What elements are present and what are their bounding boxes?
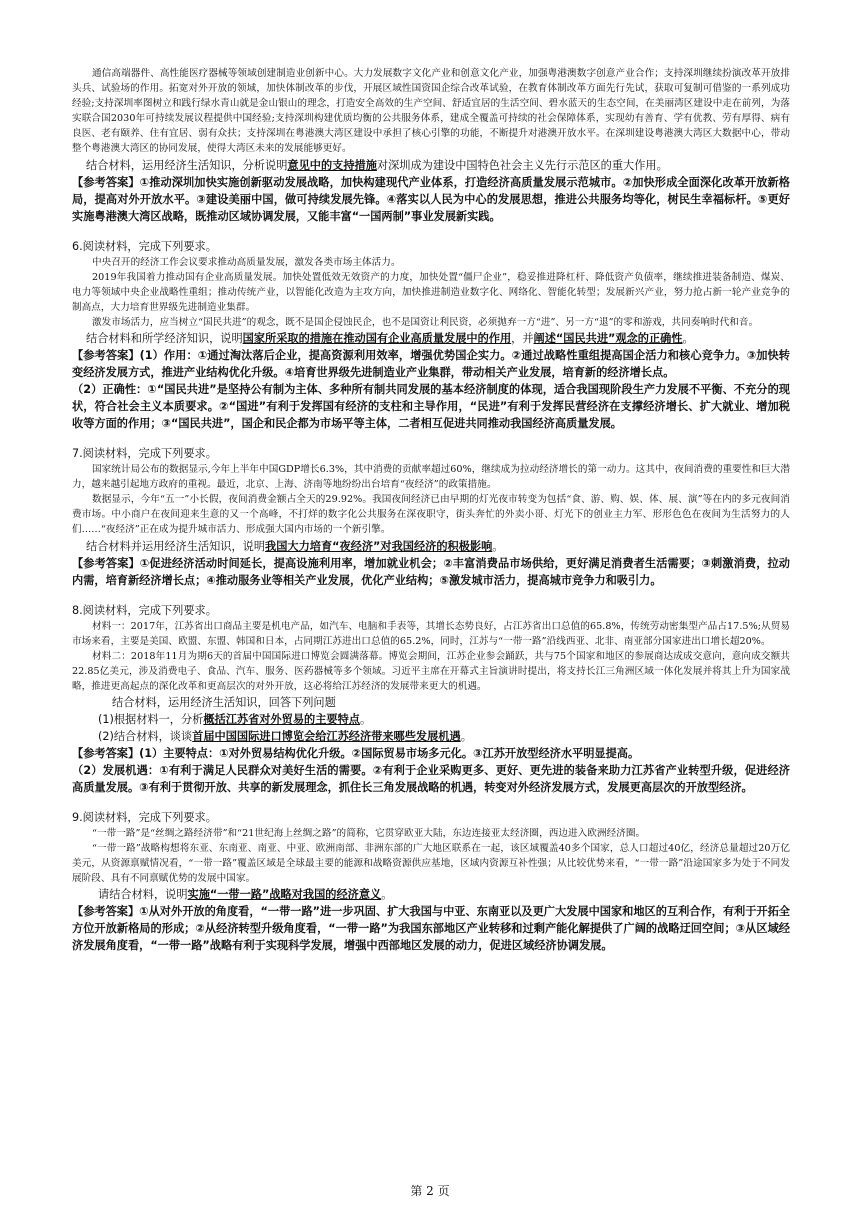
prompt-emphasis: 概括江苏省对外贸易的主要特点 — [203, 712, 360, 726]
prompt-text: 结合材料，运用经济生活知识，分析说明 — [86, 158, 288, 172]
reference-answer: 【参考答案】①促进经济活动时间延长，提高设施利用率，增加就业机会；②丰富消费品市场供给，更好满足消费者生活需要；③刺激消费，拉动内需，培育新经济增长点；④推动服务业等相关产业发展，优化产业结构；⑤激发城市活力，提高城市竞争力和吸引力。 — [72, 556, 790, 587]
material-paragraph: 材料一：2017年，江苏省出口商品主要是机电产品，如汽车、电脑和手表等，其增长态势良好，占江苏省出口总值的65.8%，传统劳动密集型产品占17.5%;从贸易市场来看，主要是美国、欧盟、东盟、韩国和日本，占同期江苏进出口总值的65.2%，同时，江苏与“一带一路”沿线西亚、北非、南亚部分国家进出口增长超20%。 — [72, 620, 790, 647]
prompt-text: 。 — [460, 729, 472, 743]
prompt-emphasis: 首届中国国际进口博览会给江苏经济带来哪些发展机遇 — [192, 729, 461, 743]
material-paragraph: 国家统计局公布的数据显示,今年上半年中国GDP增长6.3%，其中消费的贡献率超过60%，继续成为拉动经济增长的第一动力。这其中，夜间消费的重要性和巨大潜力，越来越引起地方政府的重视。最近，北京、上海、济南等地纷纷出台培育“夜经济”的政策措施。 — [72, 464, 790, 491]
material-paragraph: “一带一路”战略构想将东亚、东南亚、南亚、中亚、欧洲南部、非洲东部的广大地区联系在一起，该区域覆盖40多个国家，总人口超过40亿，经济总量超过20万亿美元，从资源禀赋情况看，“一带一路”覆盖区域是全球最主要的能源和战略资源供应基地，区域内资源互补性强；从比较优势来看，“一带一路”沿途国家多为处于不同发展阶段、具有不同禀赋优势的发展中国家。 — [72, 843, 790, 885]
question-6-title: 6.阅读材料，完成下列要求。 — [72, 239, 217, 253]
prompt-text: 。 — [360, 712, 372, 726]
prompt-text: 结合材料和所学经济知识，说明 — [86, 332, 243, 346]
reference-answer: （2）正确性：①“国民共进”是坚持公有制为主体、多种所有制共同发展的基本经济制度的体现，适合我国现阶段生产力发展不平衡、不充分的现状，符合社会主义本质要求。②“国进”有利于发挥国有经济的支柱和主导作用，“民进”有利于发挥民营经济在支撑经济增长、扩大就业、增加税收等方面的作用；③“国民共进”，国企和民企都为市场平等主体，二者相互促进共同推动我国经济高质量发展。 — [72, 383, 790, 431]
question-8-title: 8.阅读材料，完成下列要求。 — [72, 603, 217, 617]
prompt-text: (1)根据材料一，分析 — [98, 712, 204, 726]
reference-answer: 【参考答案】(1）作用：①通过淘汰落后企业，提高资源利用效率，增强优势国企实力。②通过战略性重组提高国企活力和核心竞争力。③加快转变经济发展方式，推进产业结构优化升级。④培育世界级先进制造业产业集群，带动相关产业发展，培育新的经济增长点。 — [72, 349, 790, 380]
material-paragraph: 激发市场活力，应当树立“国民共进”的观念，既不是国企侵蚀民企，也不是国资让利民资，必须抛弃一方“进”、另一方“退”的零和游戏，共同奏响时代和音。 — [92, 316, 759, 328]
material-paragraph: 2019年我国着力推动国有企业高质量发展。加快处置低效无效资产的力度，加快处置“僵尸企业”，稳妥推进降杠杆、降低资产负债率，继续推进装备制造、煤炭、电力等领域中央企业战略性重组；推动传统产业，以智能化改造为主攻方向，加快推进制造业数字化、网络化、智能化转型；发展新兴产业，努力抢占新一轮产业竞争的制高点，大力培育世界级先进制造业集群。 — [72, 271, 790, 313]
prompt-text: 。 — [492, 539, 504, 553]
prompt-text: ，并 — [511, 332, 534, 346]
prompt-emphasis: 实施“一带一路”战略对我国的经济意义 — [187, 888, 382, 902]
document-page — [72, 66, 790, 954]
question-prompt — [72, 711, 790, 728]
reference-answer: （2）发展机遇：①有利于满足人民群众对美好生活的需要。②有利于企业采购更多、更好、更先进的装备来助力江苏省产业转型升级，促进经济高质量发展。③有利于贯彻开放、共享的新发展理念，抓住长三角发展战略的机遇，转变对外经济发展方式，发展更高层次的开放型经济。 — [72, 763, 790, 794]
material-paragraph: 中央召开的经济工作会议要求推动高质量发展，激发各类市场主体活力。 — [92, 256, 401, 268]
prompt-emphasis: 阐述“国民共进”观念的正确性 — [533, 332, 683, 346]
material-paragraph: “一带一路”是“丝绸之路经济带”和“21世纪海上丝绸之路”的简称，它贯穿欧亚大陆，东边连接亚太经济圈，西边进入欧洲经济圈。 — [92, 827, 646, 839]
material-paragraph: 通信高端器件、高性能医疗器械等领域创建制造业创新中心。大力发展数字文化产业和创意文化产业，加强粤港澳数字创意产业合作；支持深圳继续扮演改革开放排头兵、试验场的作用。拓宽对外开放的领域，加快体制改革的步伐，开展区域性国资国企综合改革试验，在教育体制改革方面先行先试，获取可复制可借鉴的一系列成功经验;支持深圳率图树立和践行绿水青山就是金山银山的理念，打造安全高效的生产空间、舒适宜居的生活空间、碧水蓝天的生态空间，在美丽湾区建设中走在前列，为落实联合国2030年可持续发展议程提供中国经验;支持深圳构建优质均衡的公共服务体系，建成全覆盖可持续的社会保障体系，实现幼有善育、学有优教、劳有厚得、病有良医、老有颐养、住有宜居、弱有众扶；支持深圳在粤港澳大湾区建设中承担了核心引擎的功能，不断提升对港澳开放水平。在深圳建设粤港澳大湾区大数据中心，带动整个粤港澳大湾区的协同发展，使得大湾区未来的发展能够更好。 — [72, 68, 790, 155]
prompt-emphasis: 我国大力培育“夜经济”对我国经济的积极影响 — [265, 539, 493, 553]
prompt-text: 。 — [682, 332, 694, 346]
prompt-text: (2)结合材料，谈谈 — [98, 729, 193, 743]
question-prompt — [72, 157, 790, 174]
question-prompt — [72, 538, 790, 555]
prompt-emphasis: 国家所采取的措施在推动国有企业高质量发展中的作用 — [242, 332, 512, 346]
material-paragraph: 材料二：2018年11月为期6天的首届中国国际进口博览会圆满落幕。博览会期间，江苏企业参会踊跃，共与75个国家和地区的参展商达成成交意向，意向成交额共22.85亿美元，涉及消费电子、食品、汽车、服务、医药器械等多个领域。习近平主席在开幕式主旨演讲时提出，将支持长江三角洲区域一体化发展并将其上升为国家战略，推进更高起点的深化改革和更高层次的对外开放，这必将给江苏经济的发展带来更大的机遇。 — [72, 650, 790, 692]
prompt-text: 请结合材料，说明 — [98, 888, 188, 902]
prompt-emphasis: 意见中的支持措施 — [287, 158, 377, 172]
question-prompt — [72, 886, 790, 903]
question-7-title: 7.阅读材料，完成下列要求。 — [72, 447, 217, 461]
question-9-title: 9.阅读材料，完成下列要求。 — [72, 810, 217, 824]
prompt-text: 对深圳成为建设中国特色社会主义先行示范区的重大作用。 — [376, 158, 668, 172]
prompt-text: 结合材料并运用经济生活知识，说明 — [86, 539, 266, 553]
reference-answer: 【参考答案】①推动深圳加快实施创新驱动发展战略，加快构建现代产业体系，打造经济高质量发展示范城市。②加快形成全面深化改革开放新格局，提高对外开放水平。③建设美丽中国，做可持续发展先锋。④落实以人民为中心的发展思想，推进公共服务均等化，树民生幸福标杆。⑤更好实施粤港澳大湾区战略，既推动区域协调发展，又能丰富“一国两制”事业发展新实践。 — [72, 175, 790, 223]
question-prompt: 结合材料，运用经济生活知识，回答下列问题 — [112, 695, 336, 709]
material-paragraph: 数据显示，今年“五一”小长假，夜间消费金额占全天的29.92%。我国夜间经济已由早期的灯光夜市转变为包括“食、游、购、娱、体、展、演”等在内的多元夜间消费市场。中小商户在夜间迎来生意的又一个高峰，不打烊的数字化公共服务在深夜职守，街头奔忙的外卖小哥、灯光下的创业主力军、形形色色在夜间为生活努力的人们……“夜经济”正在成为提升城市活力、形成强大国内市场的一个新引擎。 — [72, 494, 790, 536]
question-prompt — [72, 728, 790, 745]
prompt-text: 。 — [381, 888, 393, 902]
page-number: 第 2 页 — [410, 1184, 450, 1198]
reference-answer: 【参考答案】(1）主要特点：①对外贸易结构优化升级。②国际贸易市场多元化。③江苏开放型经济水平明显提高。 — [72, 746, 640, 760]
reference-answer: 【参考答案】①从对外开放的角度看，“一带一路”进一步巩固、扩大我国与中亚、东南亚以及更广大发展中国家和地区的互利合作，有利于开拓全方位开放新格局的形成；②从经济转型升级角度看，“一带一路”为我国东部地区产业转移和过剩产能化解提供了广阔的战略迂回空间；③从区域经济发展角度看，“一带一路”战略有利于实现科学发展，增强中西部地区发展的动力，促进区域经济协调发展。 — [72, 905, 790, 953]
question-prompt — [72, 330, 790, 347]
